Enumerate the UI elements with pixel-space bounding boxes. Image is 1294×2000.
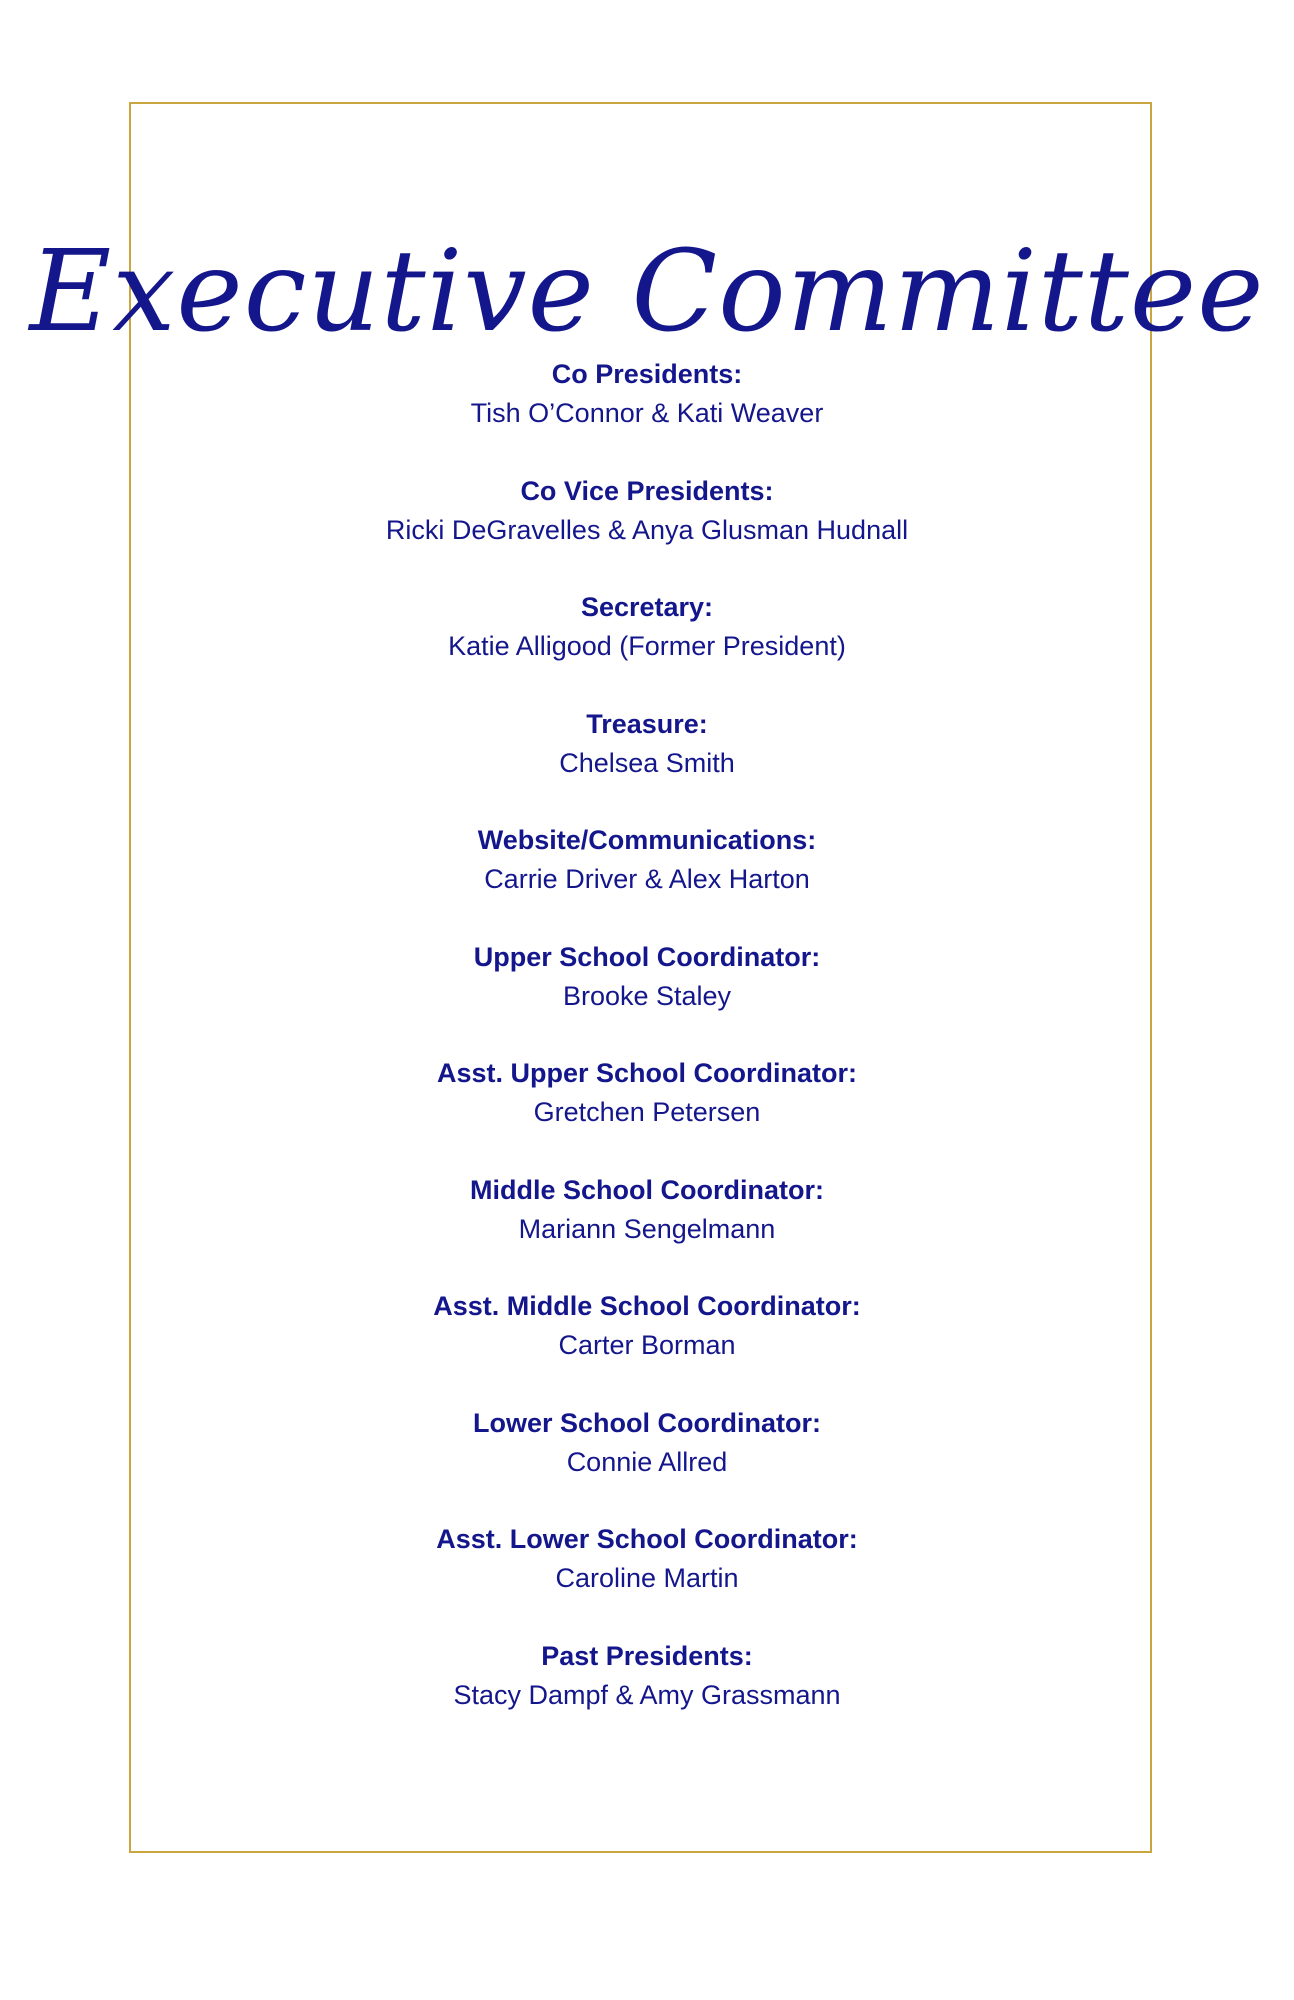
member-names: Brooke Staley (562, 980, 732, 1011)
committee-entry-asst-middle-school-coordinator (0, 1286, 1294, 1403)
member-names: Caroline Martin (555, 1563, 739, 1593)
committee-entry-treasure (0, 704, 1294, 821)
member-names: Chelsea Smith (559, 747, 735, 778)
page-title: Executive Committee (29, 227, 1265, 358)
committee-entry-upper-school-coordinator (0, 937, 1294, 1054)
role-label: Lower School Coordinator: (473, 1407, 821, 1438)
member-names: Gretchen Petersen (533, 1097, 761, 1127)
member-names: Connie Allred (566, 1446, 728, 1477)
member-names: Carter Borman (558, 1330, 736, 1360)
member-names: Ricki DeGravelles & Anya Glusman Hudnall (385, 514, 909, 545)
role-label: Treasure: (586, 708, 708, 739)
committee-entry-secretary (0, 587, 1294, 704)
role-label: Upper School Coordinator: (473, 941, 821, 972)
committee-entry-middle-school-coordinator (0, 1170, 1294, 1287)
role-label: Asst. Lower School Coordinator: (436, 1524, 858, 1554)
member-names: Stacy Dampf & Amy Grassmann (453, 1679, 841, 1710)
committee-roster (0, 354, 1294, 1752)
committee-entry-co-vice-presidents (0, 471, 1294, 588)
member-names: Katie Alligood (Former President) (448, 631, 846, 661)
committee-entry-co-presidents (0, 354, 1294, 471)
committee-entry-past-presidents (0, 1636, 1294, 1753)
role-label: Asst. Upper School Coordinator: (436, 1058, 858, 1088)
member-names: Mariann Sengelmann (518, 1213, 776, 1244)
member-names: Tish O’Connor & Kati Weaver (470, 398, 824, 428)
role-label: Past Presidents: (541, 1640, 753, 1671)
role-label: Secretary: (580, 592, 714, 622)
committee-entry-asst-upper-school-coordinator (0, 1053, 1294, 1170)
role-label: Co Presidents: (551, 359, 743, 389)
role-label: Website/Communications: (477, 825, 817, 855)
committee-entry-website-communications (0, 820, 1294, 937)
committee-entry-lower-school-coordinator (0, 1403, 1294, 1520)
member-names: Carrie Driver & Alex Harton (484, 864, 810, 894)
role-label: Middle School Coordinator: (470, 1174, 824, 1205)
role-label: Co Vice Presidents: (520, 475, 774, 506)
role-label: Asst. Middle School Coordinator: (433, 1291, 861, 1321)
committee-entry-asst-lower-school-coordinator (0, 1519, 1294, 1636)
